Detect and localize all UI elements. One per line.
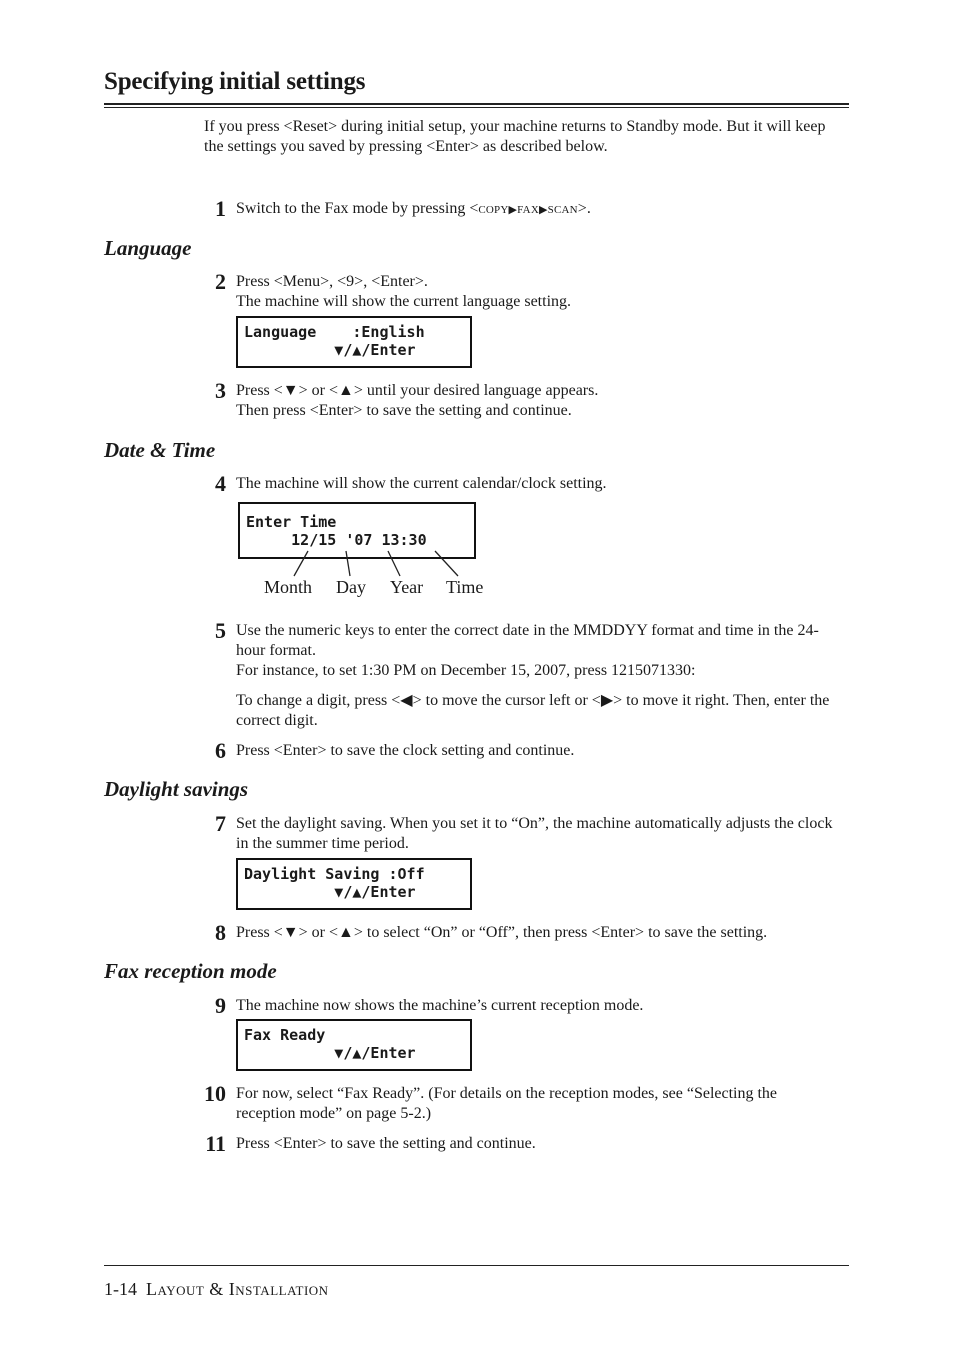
copy-label: COPY xyxy=(478,204,509,216)
time-label: Time xyxy=(446,577,484,597)
lcd-row: Daylight Saving :Off xyxy=(244,865,425,883)
step-line: The machine now shows the machine’s current reception mode. xyxy=(236,997,644,1014)
step-number: 8 xyxy=(215,920,226,945)
time-pointer-lines xyxy=(280,548,480,578)
step-number: 2 xyxy=(215,269,226,294)
step-text xyxy=(236,1084,836,1124)
section-heading-daylight: Daylight savings xyxy=(104,777,249,801)
step-text xyxy=(236,1134,849,1154)
step-number: 5 xyxy=(215,618,226,643)
time-pointer xyxy=(435,551,458,576)
step-number: 7 xyxy=(215,811,226,836)
step-line: Press <Enter> to save the setting and continue. xyxy=(236,1135,536,1152)
step-line: Then press <Enter> to save the setting and continue. xyxy=(236,402,572,419)
step-number: 4 xyxy=(215,471,226,496)
lcd-row: Language :English xyxy=(244,323,425,341)
step-text-part: >. xyxy=(577,200,591,217)
page-title: Specifying initial settings xyxy=(104,68,366,95)
step-text xyxy=(236,996,849,1016)
step-number: 1 xyxy=(215,196,226,221)
step-number: 9 xyxy=(215,993,226,1018)
lcd-row: ▼/▲/Enter xyxy=(244,341,416,359)
lcd-display-language xyxy=(236,316,472,368)
step-number: 11 xyxy=(205,1131,226,1156)
step-text xyxy=(236,199,849,220)
scan-label: SCAN xyxy=(547,204,578,216)
day-pointer xyxy=(346,551,350,576)
step-number: 3 xyxy=(215,378,226,403)
section-heading-date-time: Date & Time xyxy=(104,438,216,462)
lcd-row: ▼/▲/Enter xyxy=(244,1044,416,1062)
step-text xyxy=(236,381,849,421)
step-line: To change a digit, press <◀> to move the cursor left or <▶> to move it right. Then, enter the correct digit. xyxy=(236,692,830,729)
step-text xyxy=(236,474,849,494)
step-line: Press <Menu>, <9>, <Enter>. xyxy=(236,273,428,290)
page-footer xyxy=(104,1279,329,1300)
step-line: For instance, to set 1:30 PM on December 15, 2007, press 1215071330: xyxy=(236,662,696,679)
step-number: 6 xyxy=(215,738,226,763)
page-number: 1-14 xyxy=(104,1279,137,1299)
month-pointer xyxy=(294,551,308,576)
section-heading-language: Language xyxy=(104,236,192,260)
step-text xyxy=(236,741,849,761)
step-line: Press <▼> or <▲> to select “On” or “Off”, then press <Enter> to save the setting. xyxy=(236,924,768,941)
step-line: Set the daylight saving. When you set it to “On”, the machine automatically adjusts the clock in the summer time period. xyxy=(236,815,833,852)
footer-rule xyxy=(104,1265,849,1266)
lcd-row: 12/15 '07 13:30 xyxy=(246,531,427,549)
step-line: The machine will show the current language setting. xyxy=(236,293,572,310)
lcd-row: Enter Time xyxy=(246,513,337,531)
triangle-right-icon: ▶ xyxy=(508,204,518,216)
triangle-right-icon: ▶ xyxy=(538,204,548,216)
lcd-display-fax xyxy=(236,1019,472,1071)
chapter-title: Layout & Installation xyxy=(146,1279,329,1299)
step-text xyxy=(236,814,836,854)
lcd-row: ▼/▲/Enter xyxy=(244,883,416,901)
year-label: Year xyxy=(390,577,424,597)
fax-label: FAX xyxy=(517,204,539,216)
intro-paragraph: If you press <Reset> during initial setup, your machine returns to Standby mode. But it will keep the settings you saved by pressing <Enter> as described below. xyxy=(204,118,826,155)
step-number: 10 xyxy=(204,1081,226,1106)
step-line: Press <▼> or <▲> until your desired language appears. xyxy=(236,382,599,399)
step-text xyxy=(236,621,836,731)
step-text-part: Switch to the Fax mode by pressing < xyxy=(236,200,479,217)
step-line: For now, select “Fax Ready”. (For details on the reception modes, see “Selecting the reception mode” on page 5-2.) xyxy=(236,1085,778,1122)
year-pointer xyxy=(388,551,400,576)
month-label: Month xyxy=(264,577,313,597)
step-line: Press <Enter> to save the clock setting and continue. xyxy=(236,742,575,759)
lcd-display-daylight xyxy=(236,858,472,910)
title-rule-thin xyxy=(104,107,849,108)
step-line: The machine will show the current calendar/clock setting. xyxy=(236,475,607,492)
step-line: Use the numeric keys to enter the correct date in the MMDDYY format and time in the 24-hour format. xyxy=(236,622,819,659)
step-text xyxy=(236,272,849,312)
title-rule xyxy=(104,103,849,105)
step-text xyxy=(236,923,849,943)
section-heading-fax-mode: Fax reception mode xyxy=(104,959,277,983)
lcd-row: Fax Ready xyxy=(244,1026,326,1044)
day-label: Day xyxy=(336,577,366,597)
